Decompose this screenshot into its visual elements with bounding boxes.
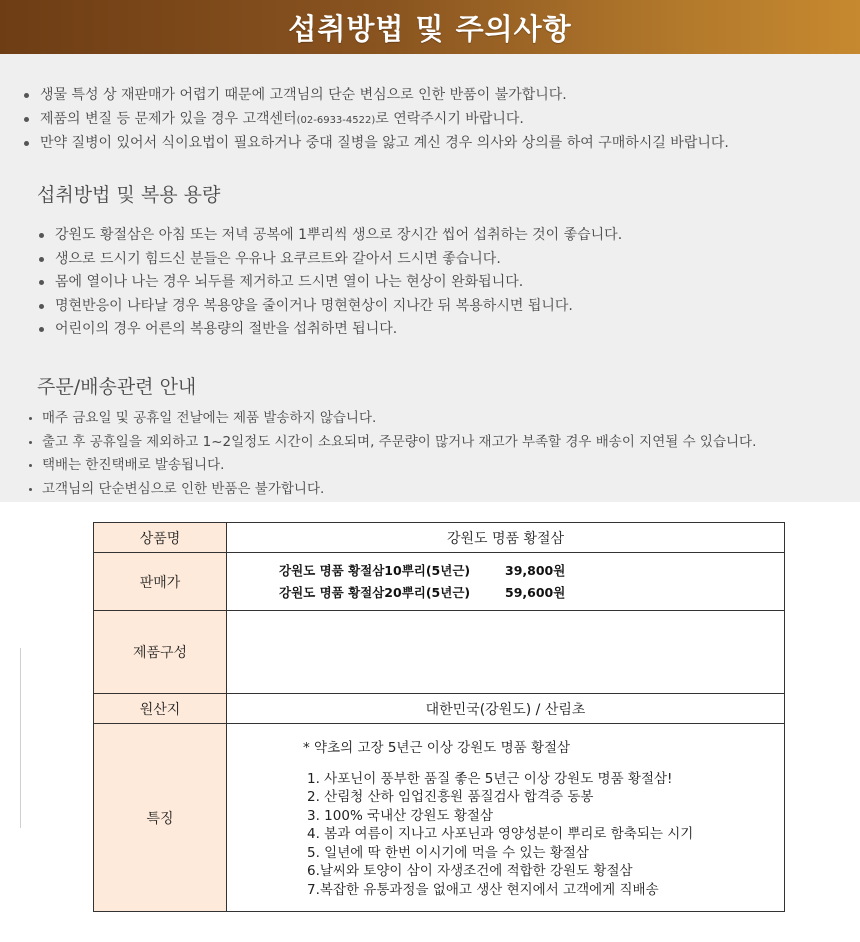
composition-value <box>227 611 785 694</box>
shipping-heading: 주문/배송관련 안내 <box>37 376 197 398</box>
composition-label: 제품구성 <box>94 611 227 694</box>
feature-item: 7.복잡한 유통과정을 없애고 생산 현지에서 고객에게 직배송 <box>307 881 659 898</box>
table-row <box>94 694 785 724</box>
features-label: 특징 <box>94 724 227 912</box>
customer-center-phone: (02-6933-4522) <box>296 114 376 126</box>
feature-item: 3. 100% 국내산 강원도 황절삼 <box>307 807 494 824</box>
feature-item: 1. 사포닌이 풍부한 품질 좋은 5년근 이상 강원도 명품 황절삼! <box>307 770 673 787</box>
divider <box>20 648 21 828</box>
dosage-item: 생으로 드시기 힘드신 분들은 우유나 요쿠르트와 갈아서 드시면 좋습니다. <box>37 248 622 272</box>
origin-value: 대한민국(강원도) / 산림초 <box>227 694 785 724</box>
features-cell <box>227 724 785 912</box>
feature-item: 6.날씨와 토양이 삼이 자생조건에 적합한 강원도 황절삼 <box>307 863 633 880</box>
dosage-item: 명현반응이 나타날 경우 복용양을 줄이거나 명현현상이 지나간 뒤 복용하시면 됩니다. <box>37 295 622 319</box>
dosage-item: 강원도 황절삼은 아침 또는 저녁 공복에 1뿌리씩 생으로 장시간 씹어 섭취하는 것이 좋습니다. <box>37 224 622 248</box>
price-label: 판매가 <box>94 553 227 611</box>
features-box <box>227 736 784 900</box>
price-product-name: 강원도 명품 황절삼10뿌리(5년근) <box>279 562 471 578</box>
page-title: 섭취방법 및 주의사항 <box>288 11 572 46</box>
feature-item: 5. 일년에 딱 한번 이시기에 먹을 수 있는 황절삼 <box>307 844 589 861</box>
table-row <box>94 611 785 694</box>
price-amount: 59,600원 <box>505 584 566 600</box>
price-row <box>227 560 784 582</box>
feature-item: 4. 봄과 여름이 지나고 사포닌과 영양성분이 뿌리로 함축되는 시기 <box>307 826 694 843</box>
notice-list <box>22 84 729 156</box>
shipping-item: 고객님의 단순변심으로 인한 반품은 불가합니다. <box>26 478 756 502</box>
price-cell <box>227 553 785 611</box>
notice-item: 제품의 변질 등 문제가 있을 경우 고객센터(02-6933-4522)로 연락주시기 바랍니다. <box>22 108 729 133</box>
shipping-item: 택배는 한진택배로 발송됩니다. <box>26 454 756 478</box>
price-row <box>227 582 784 604</box>
feature-item: 2. 산림청 산하 임업진흥원 품질검사 합격증 동봉 <box>307 789 594 806</box>
dosage-list <box>37 224 622 342</box>
notice-item: 만약 질병이 있어서 식이요법이 필요하거나 중대 질병을 앓고 계신 경우 의사와 상의를 하여 구매하시길 바랍니다. <box>22 132 729 156</box>
price-product-name: 강원도 명품 황절삼20뿌리(5년근) <box>279 584 471 600</box>
product-name-value: 강원도 명품 황절삼 <box>227 523 785 553</box>
origin-label: 원산지 <box>94 694 227 724</box>
price-amount: 39,800원 <box>505 562 566 578</box>
table-row <box>94 523 785 553</box>
notice-item: 생물 특성 상 재판매가 어렵기 때문에 고객님의 단순 변심으로 인한 반품이 불가합니다. <box>22 84 729 108</box>
shipping-item: 출고 후 공휴일을 제외하고 1~2일정도 시간이 소요되며, 주문량이 많거나 재고가 부족할 경우 배송이 지연될 수 있습니다. <box>26 431 756 455</box>
features-list <box>307 770 784 900</box>
shipping-item: 매주 금요일 및 공휴일 전날에는 제품 발송하지 않습니다. <box>26 407 756 431</box>
shipping-list <box>26 407 756 501</box>
table-row <box>94 724 785 912</box>
features-head: * 약초의 고장 5년근 이상 강원도 명품 황절삼 <box>303 739 571 756</box>
product-info-table <box>93 522 785 912</box>
product-name-label: 상품명 <box>94 523 227 553</box>
dosage-item: 몸에 열이나 나는 경우 뇌두를 제거하고 드시면 열이 나는 현상이 완화됩니다. <box>37 271 622 295</box>
dosage-heading: 섭취방법 및 복용 용량 <box>37 184 221 206</box>
title-banner <box>0 0 860 54</box>
dosage-item: 어린이의 경우 어른의 복용량의 절반을 섭취하면 됩니다. <box>37 318 622 342</box>
table-row <box>94 553 785 611</box>
